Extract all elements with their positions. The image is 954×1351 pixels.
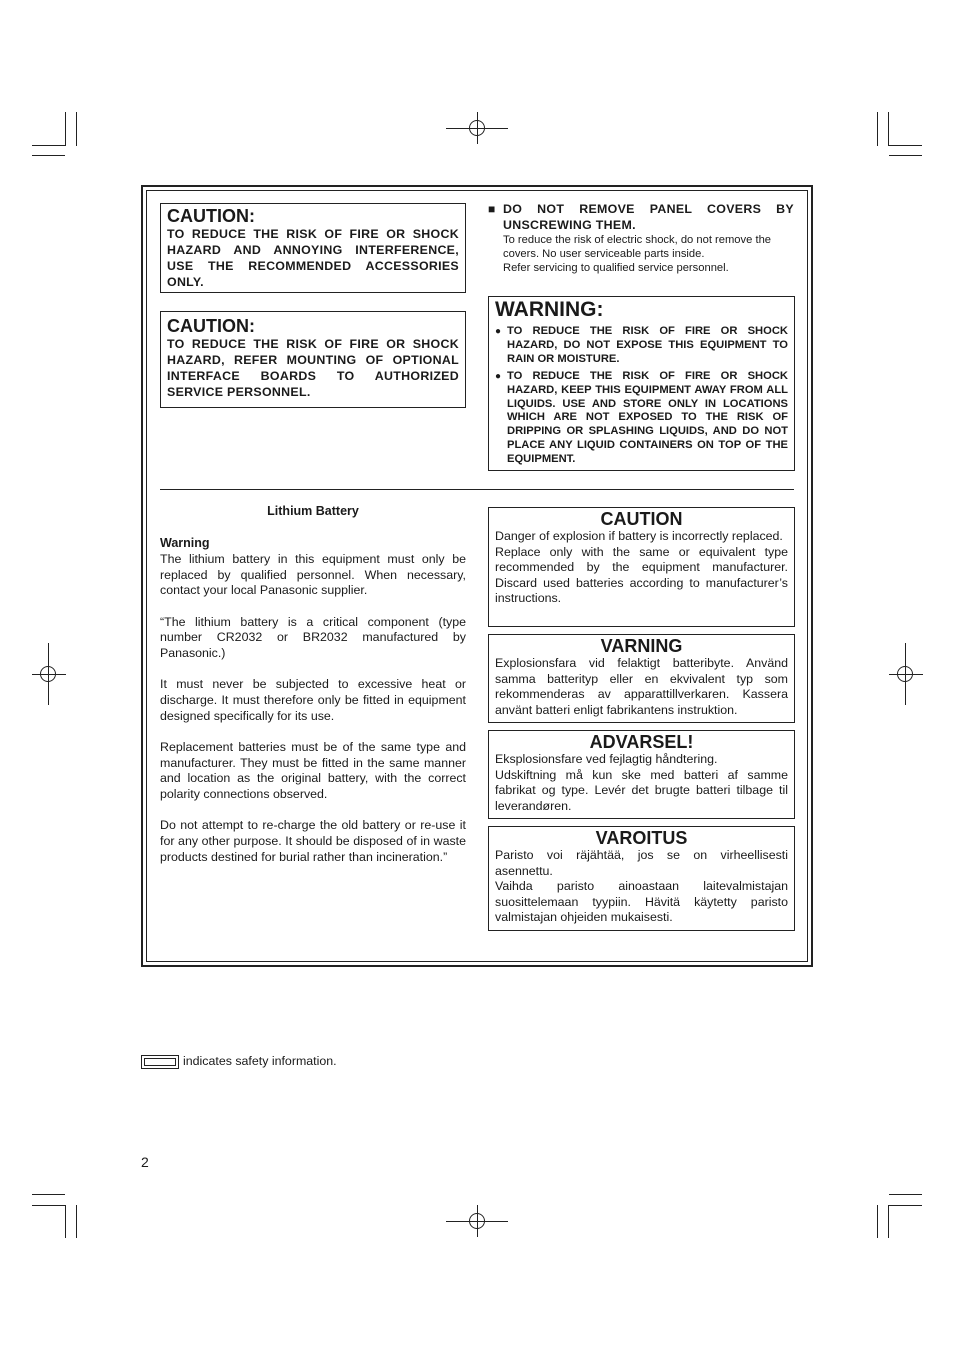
- lithium-title: Lithium Battery: [267, 504, 359, 518]
- bullet-icon: ●: [495, 370, 502, 382]
- crop-mark: [32, 1194, 65, 1195]
- battery-box-text: Explosionsfara vid felaktigt batteribyte. Använd samma batterityp eller en ekvivalent typ som rekommenderas av apparattillverkaren. Kassera använt batteri enligt fabrikantens instruktion.: [495, 656, 788, 717]
- panel-cover-notice: [488, 201, 794, 275]
- battery-varoitus-box: [488, 826, 795, 931]
- panel-notice-text: To reduce the risk of electric shock, do not remove the covers. No user serviceable parts inside.: [503, 234, 772, 260]
- crop-mark: [877, 1205, 878, 1238]
- lithium-paragraph: Replacement batteries must be of the same type and manufacturer. They must be fitted in the same manner and location as the original battery, with the correct polarity connections observed.: [160, 739, 466, 801]
- bullet-icon: ●: [495, 326, 502, 337]
- page-number: 2: [141, 1154, 149, 1170]
- battery-box-text: Danger of explosion if battery is incorrectly replaced.: [495, 529, 783, 543]
- caution-box-interface-boards: [160, 311, 466, 408]
- crop-mark: [889, 145, 922, 146]
- battery-box-title: VARNING: [600, 636, 683, 656]
- panel-notice-heading: DO NOT REMOVE PANEL COVERS BY UNSCREWING THEM.: [503, 202, 794, 232]
- battery-box-title: CAUTION: [600, 509, 683, 529]
- caution-title: CAUTION:: [167, 206, 255, 226]
- lithium-paragraph: The lithium battery in this equipment must only be replaced by qualified personnel. When necessary, contact your local Panasonic supplier.: [160, 552, 466, 598]
- caution-box-accessories: [160, 203, 466, 293]
- warning-title: WARNING:: [495, 298, 604, 321]
- panel-notice-text: Refer servicing to qualified service personnel.: [503, 262, 729, 274]
- battery-box-title: VAROITUS: [595, 828, 688, 848]
- battery-box-text: Replace only with the same or equivalent type recommended by the equipment manufacturer. Discard used batteries according to manufacturer’s instructions.: [495, 544, 788, 606]
- battery-box-text: Vaihda paristo ainoastaan laitevalmistajan suosittelemaan tyypiin. Hävitä käytetty paristo valmistajan ohjeiden mukaisesti.: [495, 879, 788, 925]
- battery-box-title: ADVARSEL!: [589, 732, 694, 752]
- crop-mark: [32, 1205, 65, 1206]
- warning-item: ● TO REDUCE THE RISK OF FIRE OR SHOCK HAZARD, DO NOT EXPOSE THIS EQUIPMENT TO RAIN OR MOISTURE.: [495, 325, 788, 365]
- crop-mark: [32, 145, 65, 146]
- lithium-paragraph: It must never be subjected to excessive heat or discharge. It must therefore only be fitted in equipment designed specifically for its use.: [160, 677, 466, 723]
- crop-mark: [889, 1194, 922, 1195]
- safety-frame-legend-icon: [141, 1055, 179, 1069]
- lithium-paragraph: Do not attempt to re-charge the old battery or re-use it for any other purpose. It should be disposed of in waste products destined for burial rather than incineration.”: [160, 818, 466, 864]
- caution-title: CAUTION:: [167, 316, 255, 336]
- lithium-subtitle: Warning: [160, 536, 210, 550]
- crop-mark: [888, 1205, 889, 1238]
- battery-advarsel-box: [488, 730, 795, 819]
- warning-item: ● TO REDUCE THE RISK OF FIRE OR SHOCK HAZARD, KEEP THIS EQUIPMENT AWAY FROM ALL LIQUIDS. USE AND STORE ONLY IN LOCATIONS WHICH ARE NOT EXPOSED TO THE RISK OF DRIPPING OR SPLASHING LIQUIDS, AND DO NOT PLACE ANY LIQUID CONTAINERS ON TOP OF THE EQUIPMENT.: [495, 369, 788, 466]
- crop-mark: [888, 112, 889, 146]
- battery-caution-box: [488, 507, 795, 627]
- crop-mark: [65, 112, 66, 146]
- caution-text: TO REDUCE THE RISK OF FIRE OR SHOCK HAZARD, REFER MOUNTING OF OPTIONAL INTERFACE BOARDS TO AUTHORIZED SERVICE PERSONNEL.: [167, 337, 459, 399]
- crop-mark: [65, 1205, 66, 1238]
- crop-mark: [889, 155, 922, 156]
- crop-mark: [877, 112, 878, 146]
- warning-box: [488, 296, 795, 471]
- battery-varning-box: [488, 634, 795, 723]
- crop-mark: [76, 112, 77, 146]
- crop-mark: [32, 155, 65, 156]
- battery-box-text: Udskiftning må kun ske med batteri af samme fabrikat og type. Levér det brugte batteri tilbage til leverandøren.: [495, 767, 788, 813]
- battery-box-text: Paristo voi räjähtää, jos se on virheellisesti asennettu.: [495, 848, 788, 878]
- battery-box-text: Eksplosionsfare ved fejlagtig håndtering.: [495, 752, 718, 766]
- legend-text: indicates safety information.: [183, 1054, 337, 1068]
- crop-mark: [889, 1205, 922, 1206]
- square-marker-icon: ■: [488, 202, 496, 216]
- crop-mark: [76, 1205, 77, 1238]
- section-divider: [160, 489, 794, 490]
- lithium-paragraph: “The lithium battery is a critical component (type number CR2032 or BR2032 manufactured by Panasonic.): [160, 614, 466, 661]
- caution-text: TO REDUCE THE RISK OF FIRE OR SHOCK HAZARD AND ANNOYING INTERFERENCE, USE THE RECOMMENDED ACCESSORIES ONLY.: [167, 227, 459, 289]
- lithium-battery-section: [160, 504, 466, 881]
